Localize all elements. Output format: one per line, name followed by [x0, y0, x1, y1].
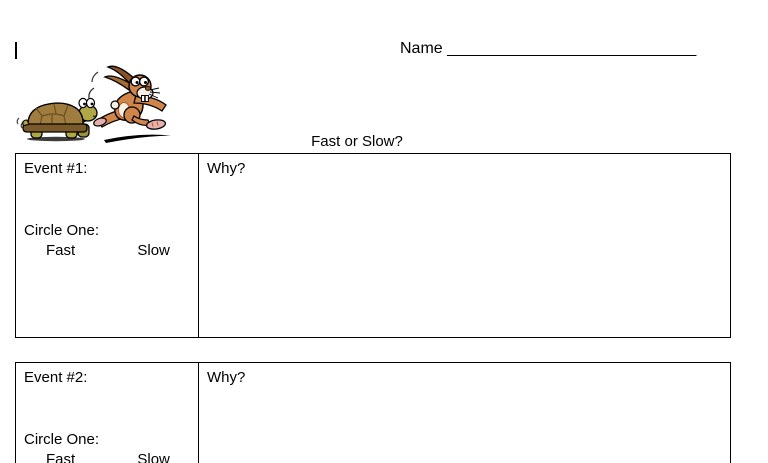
why-1-cell[interactable]	[199, 154, 730, 337]
blank-line	[24, 200, 190, 221]
why-2-cell[interactable]	[199, 363, 730, 463]
blank-line	[24, 389, 190, 410]
event-2-table	[15, 362, 731, 463]
text-cursor	[15, 42, 17, 59]
choice-line-2	[24, 450, 190, 463]
fast-option-2[interactable]: Fast	[46, 451, 76, 463]
event-1-cell[interactable]	[16, 154, 199, 337]
choice-line-1	[24, 241, 190, 262]
circle-one-label-1: Circle One:	[24, 221, 100, 239]
slow-option-2[interactable]: Slow	[137, 451, 170, 463]
slow-option-1[interactable]: Slow	[137, 242, 170, 259]
name-label: Name	[400, 40, 443, 57]
name-blank-line[interactable]: ____________________________	[447, 40, 697, 57]
tortoise-and-hare-image	[14, 58, 182, 144]
blank-line	[24, 409, 190, 430]
circle-one-label-2: Circle One:	[24, 430, 100, 448]
worksheet-title: Fast or Slow?	[311, 133, 403, 150]
event-1-table	[15, 153, 731, 338]
event-2-label: Event #2:	[24, 369, 88, 386]
why-1-label: Why?	[207, 160, 246, 177]
name-row	[400, 40, 696, 58]
blank-line	[24, 180, 190, 201]
why-2-label: Why?	[207, 369, 246, 386]
event-2-cell[interactable]	[16, 363, 199, 463]
fast-option-1[interactable]: Fast	[46, 242, 76, 259]
event-1-label: Event #1:	[24, 160, 88, 177]
